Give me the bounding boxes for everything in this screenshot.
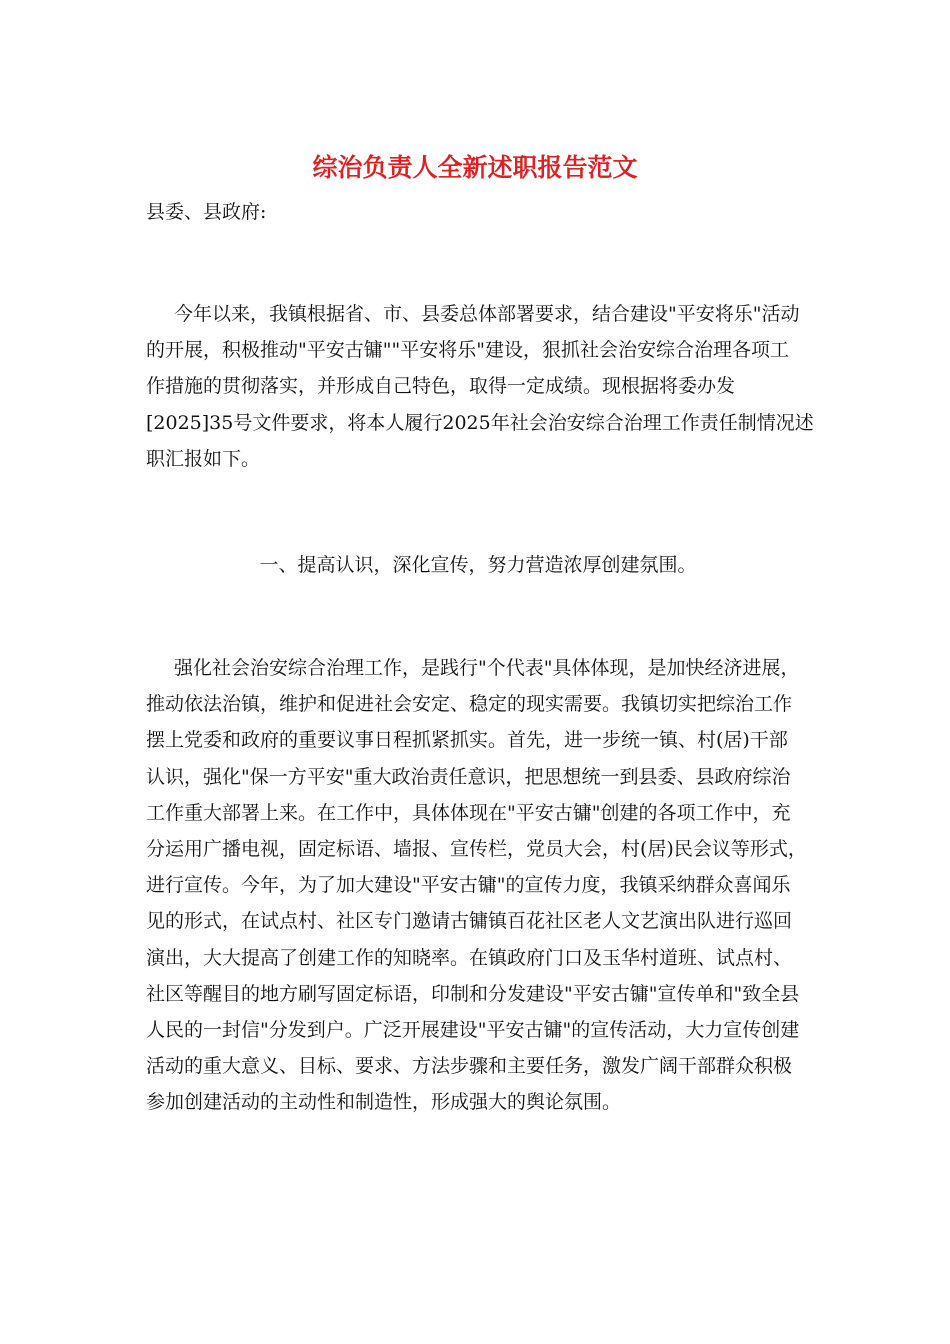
paragraph-line: 今年以来，我镇根据省、市、县委总体部署要求，结合建设"平安将乐"活动: [174, 303, 800, 325]
intro-paragraph: [146, 296, 814, 477]
paragraph-line: 分运用广播电视，固定标语、墙报、宣传栏，党员大会，村(居)民会议等形式，: [146, 838, 807, 861]
paragraph-line: 工作重大部署上来。在工作中，具体体现在"平安古镛"创建的各项工作中，充: [146, 801, 791, 824]
paragraph-line: 活动的重大意义、目标、要求、方法步骤和主要任务，激发广阔干部群众积极: [146, 1055, 793, 1078]
paragraph-line: 认识，强化"保一方平安"重大政治责任意识，把思想统一到县委、县政府综治: [146, 765, 791, 788]
paragraph-line: 参加创建活动的主动性和制造性，形成强大的舆论氛围。: [146, 1091, 622, 1114]
paragraph-line: [2025]35号文件要求，将本人履行2025年社会治安综合治理工作责任制情况述: [146, 411, 814, 434]
paragraph-line: 见的形式，在试点村、社区专门邀请古镛镇百花社区老人文艺演出队进行巡回: [146, 910, 793, 933]
paragraph-line: 作措施的贯彻落实，并形成自己特色，取得一定成绩。现根据将委办发: [146, 375, 736, 398]
paragraph-line: 进行宣传。今年，为了加大建设"平安古镛"的宣传力度，我镇采纳群众喜闻乐: [146, 874, 791, 897]
paragraph-line: 职汇报如下。: [146, 447, 261, 470]
paragraph-line: 人民的一封信"分发到户。广泛开展建设"平安古镛"的宣传活动，大力宣传创建: [146, 1019, 800, 1042]
paragraph-line: 演出，大大提高了创建工作的知晓率。在镇政府门口及玉华村道班、试点村、: [146, 946, 793, 969]
document-title: 综治负责人全新述职报告范文: [312, 153, 638, 182]
paragraph-line: 社区等醒目的地方刷写固定标语，印制和分发建设"平安古镛"宣传单和"致全县: [146, 982, 800, 1005]
paragraph-line: 摆上党委和政府的重要议事日程抓紧抓实。首先，进一步统一镇、村(居)干部: [146, 729, 788, 752]
paragraph-line: 强化社会治安综合治理工作，是践行"个代表"具体体现，是加快经济进展，: [174, 657, 800, 679]
paragraph-line: 的开展，积极推动"平安古镛""平安将乐"建设，狠抓社会治安综合治理各项工: [146, 339, 789, 362]
salutation: 县委、县政府:: [146, 201, 267, 223]
paragraph-line: 推动依法治镇，维护和促进社会安定、稳定的现实需要。我镇切实把综治工作: [146, 693, 793, 716]
body-paragraph: [146, 650, 808, 1121]
section-heading: 一、提高认识，深化宣传，努力营造浓厚创建氛围。: [259, 554, 697, 576]
